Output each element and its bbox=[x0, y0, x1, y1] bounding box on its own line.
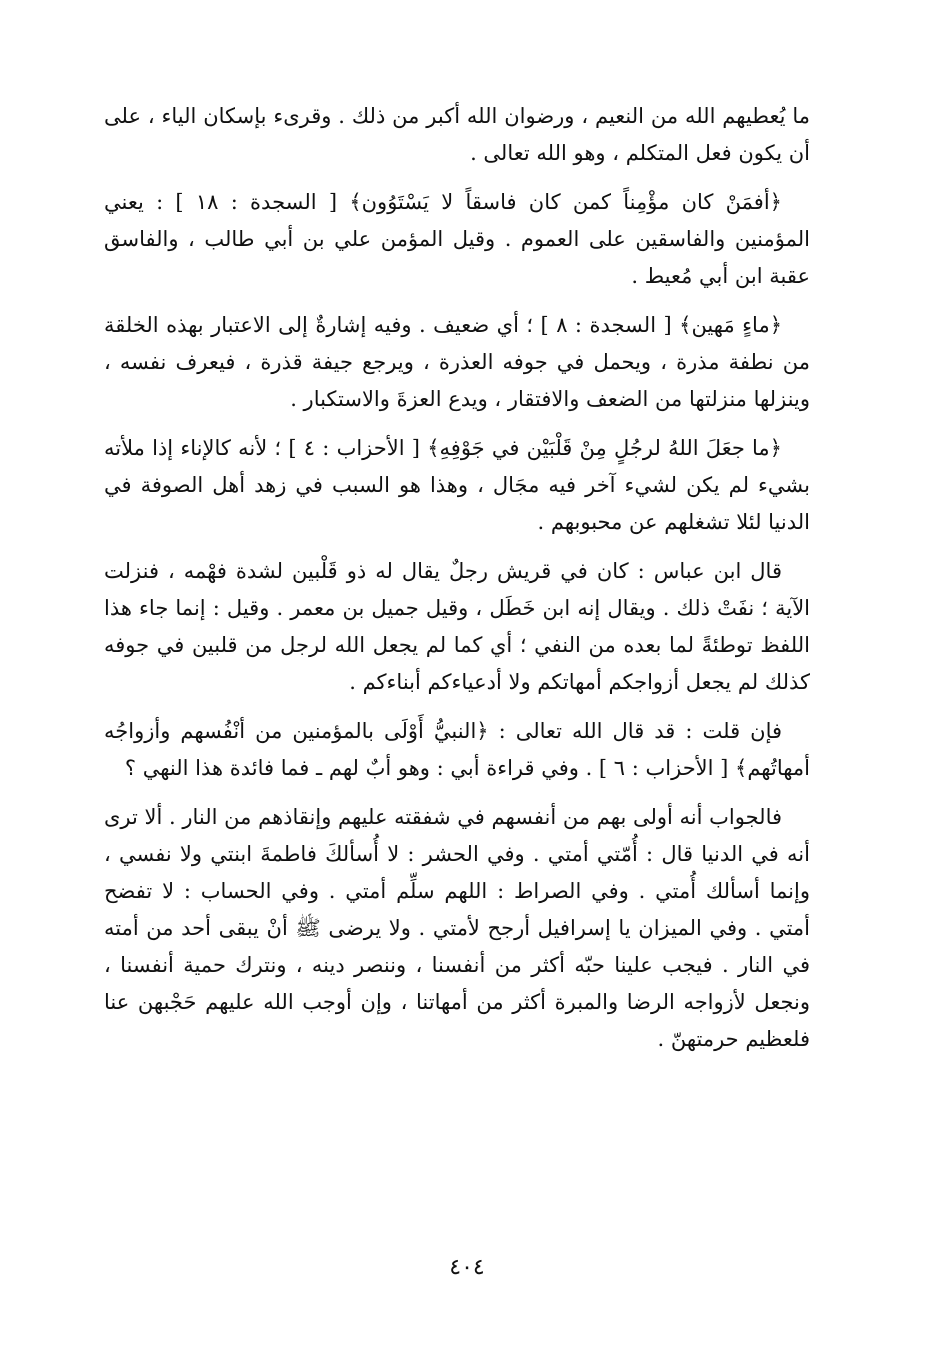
paragraph-2: ﴿أفمَنْ كان مؤْمِناً كمن كان فاسقاً لا يَسْتَوُون﴾ [ السجدة : ١٨ ] : يعني المؤمنين والفاسقين على العموم . وقيل المؤمن علي بن أبي طالب ، والفاسق عقبة ابن أبي مُعيط . bbox=[104, 190, 810, 288]
paragraph-6: فإن قلت : قد قال الله تعالى : ﴿النبيُّ أَوْلَى بالمؤمنين من أنْفُسهم وأزواجُه أمهاتُهم﴾ [ الأحزاب : ٦ ] . وفي قراءة أبي : وهو أبٌ لهم ـ فما فائدة هذا النهي ؟ bbox=[104, 719, 810, 780]
body-text bbox=[104, 98, 810, 1070]
paragraph-3: ﴿ماءٍ مَهين﴾ [ السجدة : ٨ ] ؛ أي ضعيف . وفيه إشارةٌ إلى الاعتبار بهذه الخلقة من نطفة مذرة ، ويحمل في جوفه العذرة ، ويرجع جيفة قذرة ، فيعرف نفسه ، وينزلها منزلتها من الضعف والافتقار ، ويدع العزةَ والاستكبار . bbox=[104, 313, 810, 411]
paragraph-5: قال ابن عباس : كان في قريش رجلٌ يقال له ذو قَلْبين لشدة فهْمه ، فنزلت الآية ؛ نفَتْ ذلك . ويقال إنه ابن خَطَل ، وقيل جميل بن معمر . وقيل : إنما جاء هذا اللفظ توطئةً لما بعده من النفي ؛ أي كما لم يجعل الله لرجل من قلبين في جوفه كذلك لم يجعل أزواجكم أمهاتكم ولا أدعياءكم أبناءكم . bbox=[104, 559, 810, 694]
paragraph-4: ﴿ما جعَلَ اللهُ لرجُلٍ مِنْ قَلْبَيْن في جَوْفِهِ﴾ [ الأحزاب : ٤ ] ؛ لأنه كالإناء إذا ملأته بشيء لم يكن لشيء آخر فيه مجَال ، وهذا هو السبب في زهد أهل الصوفة في الدنيا لئلا تشغلهم عن محبوبهم . bbox=[104, 436, 810, 534]
paragraph-1: ما يُعطيهم الله من النعيم ، ورضوان الله أكبر من ذلك . وقرىء بإسكان الياء ، على أن يكون فعل المتكلم ، وهو الله تعالى . bbox=[104, 104, 810, 165]
paragraph-7: فالجواب أنه أولى بهم من أنفسهم في شفقته عليهم وإنقاذهم من النار . ألا ترى أنه في الدنيا قال : أُمّتي أمتي . وفي الحشر : لا أُسألكَ فاطمةَ ابنتي ولا نفسي ، وإنما أسألك أُمتي . وفي الصراط : اللهم سلِّم أمتي . وفي الحساب : لا تفضح أمتي . وفي الميزان يا إسرافيل أرجح لأمتي . ولا يرضى ﷺ أنْ يبقى أحد من أمته في النار . فيجب علينا حبّه أكثر من أنفسنا ، وننصر دينه ، ونترك حمية أنفسنا ، ونجعل لأزواجه الرضا والمبرة أكثر من أمهاتنا ، وإن أوجب الله عليهم حَجْبهن عنا فلعظيم حرمتهنّ . bbox=[104, 805, 810, 1051]
page-number: ٤٠٤ bbox=[449, 1255, 485, 1280]
